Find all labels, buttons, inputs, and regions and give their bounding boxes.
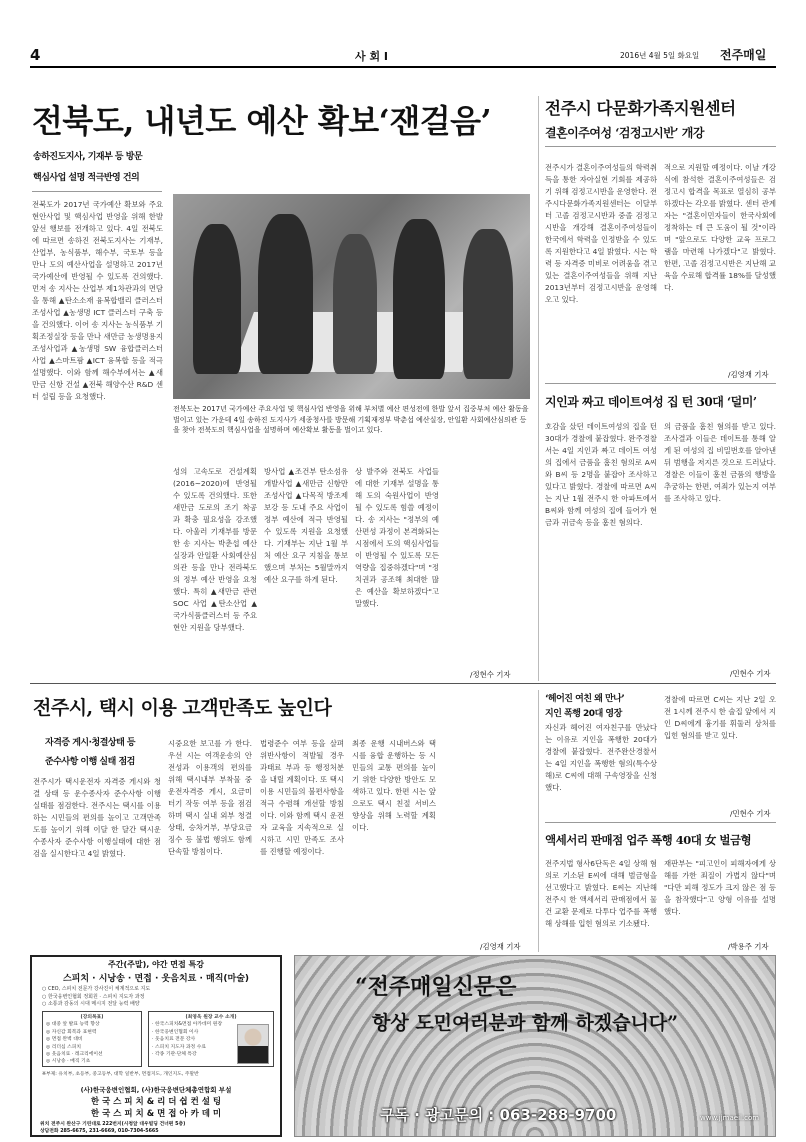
article3-col1: 호감을 샀던 데이트여성의 집을 턴 30대가 경찰에 붙잡혔다. 완주경찰서는 4일 지인과 짜고 데이트 여성의 집에서 금품을 훔친 혐의로 A씨와 B씨 등 2명을 붙잡아 조사하고 있다고 밝혔다. 경찰에 따르면 A씨는 지난 1월 전주시 한 아파트에서 B씨와 함께 여성의 집에 들어가 현금과 귀금속 등을 훔친 혐의다. (545, 422, 657, 527)
ad-profile-item: · 스피치 지도자 과정 수료 (152, 1044, 206, 1050)
ad-slogan-line2: 항상 도민여러분과 함께 하겠습니다” (372, 1012, 679, 1034)
article2-subhead: 결혼이주여성 ‘검정고시반’ 개강 (545, 126, 704, 140)
ad-bullet: ○ 소통과 감동의 시대 메시지 전달 능력 배양 (42, 1001, 140, 1008)
ad-bullet: ○ 한국웅변인협회 정회원 · 스피치 지도자 과정 (42, 993, 145, 1000)
section-rule (30, 683, 776, 684)
article4-col2: 시중요한 보고를 가 한다. 우선 시는 여객운송의 안전성과 이용객의 편의를 위해 택시내부 부착물 중 운전자격증 게시, 요금미터기 작동 여부 등을 점검하며 택시 실내 외부 청결상태, 승차거부, 부당요금 징수 등 불법 행위도 함께 단속할 방침이다. (168, 739, 252, 856)
article2-col2: 적으로 지원할 예정이다. 이날 개강식에 참석한 결혼이주여성들은 검정고시 합격을 목표로 열심히 공부하겠다는 각오를 밝혔다. 센터 관계자는 "결혼이민자들이 한국사회에 정착하는 데 큰 도움이 될 것"이라며 "앞으로도 다양한 교육 프로그램을 마련해 나가겠다"고 밝혔다. 한편, 고졸 검정고시반은 지난해 교육을 수료해 합격률 18%를 달성했다. (664, 163, 776, 292)
ad-contact: 구독 · 광고문의 : 063-288-9700 (380, 1106, 617, 1124)
photo-figure (333, 234, 377, 374)
paper-name: 전주매일 (720, 48, 767, 62)
article4-byline: /김영재 기자 (480, 942, 521, 951)
article1-caption: 전북도는 2017년 국가예산 주요사업 및 핵심사업 반영을 위해 부처별 예산 편성전에 한발 앞서 집중부처 예산 활동을 벌이고 있는 가운데 4일 송하진 도지사가 세종청사를 방문해 기획재정부 박춘섭 예산실장, 안일환 사회예산심의관 등을 찾아 전북도의 핵심사업을 설명하며 예산확보 활동을 벌이고 있다. (173, 405, 529, 435)
article4-col1: 전주시가 택시운전자 자격증 게시와 청결 상태 등 운수종사자 준수사항 이행 실태를 점검한다. 전주시는 택시를 이용하는 시민들의 편의를 높이고 고객만족도를 높이기 위해 이달 한 달간 택시운수종사자 준수사항 이행실태에 대한 점검을 실시한다고 4일 밝혔다. (33, 777, 161, 858)
ad-goal-item: ◎ 면접 완벽 대비 (46, 1037, 83, 1043)
academy-advertisement (30, 955, 282, 1137)
ad-goal-item: ◎ 자신감 회복과 표현력 (46, 1029, 97, 1035)
ad-profile-item: · 한국웅변인협회 이사 (152, 1029, 199, 1035)
masthead-rule (30, 66, 776, 68)
ad-bullets (42, 986, 274, 1009)
article1-subhead-rule (32, 191, 162, 192)
article6-headline: 액세서리 판매점 업주 폭행 40대 女 벌금형 (545, 833, 752, 847)
article5-byline: /민현수 기자 (730, 809, 771, 818)
ad-slogan-line1: “전주매일신문은 (355, 974, 517, 1000)
article4-col4: 최종 운행 시내버스와 택시를 융합 운행하는 등 시민들의 교통 편의를 높이기 위한 다양한 방안도 모색하고 있다. 한편 시는 앞으로도 택시 친절 서비스 향상을 위해 노력할 계획이다. (352, 739, 436, 832)
article4-subhead1: 자격증 게시·청결상태 등 (45, 738, 136, 748)
ad-org: (사)한국웅변인협회, (사)한국웅변단체총연합회 부설 (80, 1086, 232, 1094)
ad-name-consulting: 한 국 스 피 치 & 리 더 쉽 컨 설 팅 (90, 1097, 222, 1107)
ad-subjects: 스피치 · 시낭송 · 면접 · 웃음치료 · 매직(마술) (62, 974, 250, 984)
masthead (30, 44, 776, 64)
section-rule (545, 383, 776, 384)
ad-name-academy: 한 국 스 피 치 & 면 접 아 카 데 미 (90, 1109, 222, 1119)
instructor-portrait (237, 1024, 269, 1064)
article2-rule (545, 146, 776, 147)
section-rule (545, 822, 776, 823)
ad-goal-item: ◎ 웃음치료 · 레크리에이션 (46, 1052, 103, 1058)
ad-address: 위치 전주시 완산구 기린대로 222번지(시청앞 대우빌딩 건너편 5층) (40, 1122, 186, 1127)
ad-bullet: ○ CEO, 스피치 전문가 강사진이 체계적으로 지도 (42, 986, 151, 992)
article1-col2: 성의 고속도로 건설계획(2016~2020)에 반영될 수 있도록 건의했다. 또한 새만금 도로의 조기 착공과 확충 필요성을 강조했다. 아울러 기재부를 방문한 송 지사는 박춘섭 예산실장과 안일환 사회예산심의관 등을 만나 전라북도의 정부 예산 반영을 요청했다. 특히 ▲새만금 관련 SOC 사업 ▲탄소산업 ▲국가식품클러스터 등 주요 현안 지원을 당부했다. (173, 467, 257, 632)
article1-subhead2: 핵심사업 설명 적극반영 건의 (33, 173, 140, 183)
photo-figure (393, 219, 445, 379)
photo-figure (258, 214, 313, 374)
ad-box-goals (42, 1011, 142, 1067)
article2-byline: /김영재 기자 (728, 370, 769, 379)
ad-title: 주간(주말), 야간 면접 특강 (108, 960, 204, 969)
ad-url[interactable]: www.jjmaeil.com (700, 1114, 760, 1122)
article2-col1: 전주시가 결혼이주여성들의 학력취득을 통한 자아실현 기회를 제공하기 위해 검정고시반을 운영한다. 전주시다문화가족지원센터는 이달부터 고졸 검정고시반과 중졸 검정고시반을 개강해 결혼이주여성들이 한국에서 학력을 인정받을 수 있도록 지원한다고 4일 밝혔다. 시는 학력 등 자격증 미비로 어려움을 겪고 있는 결혼이주여성들을 위해 지난 2013년부터 검정고시반을 운영해오고 있다. (545, 163, 657, 304)
article1-col4: 상 발주와 전북도 사업들에 대한 기재부 설명을 통해 도의 숙원사업이 반영될 수 있도록 힘쓸 예정이다. 송 지사는 "정부의 예산편성 과정이 본격화되는 시점에서 도의 핵심사업들이 반영될 수 있도록 모든 역량을 집중하겠다"며 "정치권과 공조해 최대한 많은 예산을 확보하겠다"고 말했다. (355, 467, 439, 608)
section-label: 사 회 Ⅰ (355, 50, 389, 63)
ad-phone: 상담전화 285-6675, 231-6669, 010-7304-5665 (40, 1129, 159, 1134)
article6-byline: /박용주 기자 (728, 942, 769, 951)
article6-col1: 전주지법 형사6단독은 4일 상해 혐의로 기소된 E씨에 대해 벌금형을 선고했다고 밝혔다. E씨는 지난해 전주시 한 액세서리 판매점에서 물건 교환 문제로 다투다 업주를 폭행해 상해를 입힌 혐의로 기소됐다. (545, 859, 657, 928)
article5-subhead: 지인 폭행 20대 영장 (545, 709, 622, 719)
article5-col2: 경찰에 따르면 C씨는 지난 2일 오전 1시께 전주시 한 술집 앞에서 지인 D씨에게 흉기를 휘둘러 상처를 입힌 혐의를 받고 있다. (664, 695, 776, 740)
ad-box-profile (148, 1011, 274, 1067)
ad-box-profile-title: (최영욱 원장 교수 소개) (185, 1015, 237, 1020)
article1-col1: 전북도가 2017년 국가예산 확보와 주요 현안사업 및 핵심사업 반영을 위해 한발 앞선 행보를 전개하고 있다. 4일 전북도에 따르면 송하진 전북도지사는 기재부, 산업부, 농식품부, 해수부, 국토부 등을 만나 도의 예산사업을 설명하고 2017년 국가예산에 반영될 수 있도록 건의했다. 먼저 송 지사는 산업부 제1차관과의 면담을 통해 ▲탄소소재 융복합밸리 클러스터 조성사업 ▲농생명 ICT 클러스터 구축 등을 건의했다. 이어 송 지사는 농식품부 기획조정실장 등을 만나 새만금 농생명용지 조성사업과 ▲농생명 SW 융합클러스터 사업 ▲스마트팜 ▲ICT 융복합 등을 적극 설명했다. 이와 함께 해수부에서는 ▲새만금 신항 건설 ▲전북 해양수산 R&D 센터 설립 등을 요청했다. (32, 200, 163, 401)
article1-photo (173, 194, 530, 399)
article4-headline: 전주시, 택시 이용 고객만족도 높인다 (33, 697, 332, 719)
ad-target-line: ※부제: 유치부, 초등부, 중고등부, 대학 일반부, 면접지도, 개인지도, 주말반 (42, 1072, 199, 1077)
article4-col3: 법령준수 여부 등을 살펴 위반사항이 적발될 경우 과태료 부과 등 행정처분을 내릴 계획이다. 또 택시 이용 시민들의 불편사항을 적극 수렴해 개선할 방침이다. 이와 함께 택시 운전자 교육을 지속적으로 실시하고 시민 만족도 조사를 진행할 예정이다. (260, 739, 344, 856)
ad-profile-item: · 웃음치료 전문 강사 (152, 1037, 196, 1043)
article3-col2: 의 금품을 훔친 혐의를 받고 있다. 조사결과 이들은 데이트를 통해 알게 된 여성의 집 비밀번호를 알아낸 뒤 범행을 저지른 것으로 드러났다. 경찰은 이들이 훔친 금품의 행방을 추궁하는 한편, 여죄가 있는지 여부를 조사하고 있다. (664, 422, 776, 503)
photo-figure (463, 229, 513, 379)
column-divider (538, 96, 539, 681)
article3-byline: /민현수 기자 (730, 669, 771, 678)
article6-col2: 재판부는 "피고인이 피해자에게 상해를 가한 죄질이 가볍지 않다"며 "다만 피해 정도가 크지 않은 점 등을 참작했다"고 양형 이유를 설명했다. (664, 859, 776, 916)
page-number: 4 (30, 46, 41, 64)
article4-subhead2: 준수사항 이행 실태 점검 (45, 757, 135, 767)
photo-figure (193, 224, 241, 374)
ad-profile-item: · 한국스피치&면접 아카데미 원장 (152, 1022, 223, 1028)
article1-headline: 전북도, 내년도 예산 확보‘잰걸음’ (32, 102, 492, 140)
article3-headline: 지인과 짜고 데이트여성 집 턴 30대 ‘덜미’ (545, 395, 757, 409)
ad-goal-item: ◎ 대중 앞 발표 능력 향상 (46, 1022, 100, 1028)
article1-subhead1: 송하진도지사, 기재부 등 방문 (33, 152, 143, 162)
article2-headline: 전주시 다문화가족지원센터 (545, 99, 736, 118)
column-divider (538, 690, 539, 952)
ad-goal-item: ◎ 시낭송 · 매직 기초 (46, 1059, 91, 1065)
ad-profile-item: · 각종 기관·단체 특강 (152, 1052, 197, 1058)
ad-goal-item: ◎ 리더십 스피치 (46, 1044, 82, 1050)
article5-headline: ‘헤어진 여친 왜 만나’ (545, 694, 625, 704)
article5-col1: 자신과 헤어진 여자친구를 만났다는 이유로 지인을 폭행한 20대가 경찰에 붙잡혔다. 전주완산경찰서는 4일 지인을 폭행한 혐의(특수상해)로 C씨에 대해 구속영장을 신청했다. (545, 723, 657, 792)
article1-byline: /정현수 기자 (470, 670, 511, 679)
article1-col3: 방사업 ▲조건부 탄소섬유 개발사업 ▲새만금 신항만 조성사업 ▲다목적 방조제 보강 등 도내 주요 사업이 정부 예산에 적극 반영될 수 있도록 지원을 요청했다. 기재부는 지난 1월 부처 예산 요구 지침을 통보했으며 부처는 5월말까지 예산 요구를 하게 된다. (264, 467, 348, 584)
ad-profile-list (152, 1021, 232, 1058)
ad-box-goals-title: (강의목표) (80, 1015, 104, 1020)
issue-date: 2016년 4월 5일 화요일 (620, 51, 700, 60)
